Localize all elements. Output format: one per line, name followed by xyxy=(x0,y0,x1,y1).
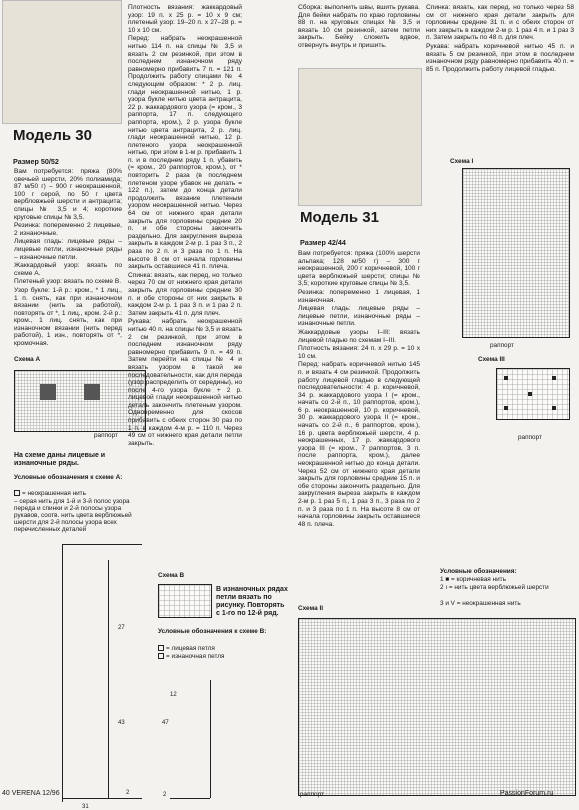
scheme-1-rapport: раппорт xyxy=(490,342,514,349)
scheme-b-title: Схема В xyxy=(158,572,185,579)
model31-back: Спинка: вязать, как перед, но только через 58 см от нижнего края детали закрыть для горловины средние 31 п. и с обеих сторон от них закрыть в каждом 2-м р. 1 раз 4 п. и 1 раз 3 п. Затем закрыть по 48 п. для плеч. xyxy=(426,4,574,42)
model30-braid: Плетеный узор: вязать по схеме В. xyxy=(14,278,122,286)
scheme-b-legend-2 xyxy=(158,653,224,660)
scheme-1-grid xyxy=(462,168,570,338)
scheme-2-grid xyxy=(298,618,576,796)
model31-materials: Вам потребуется: пряжа (100% шерсти альпака; 128 м/50 г) – 300 г неокрашенной, 200 г коричневой, 100 г цвета верблюжьей шерсти; спицы № 3,5; короткие круговые спицы № 3,5. xyxy=(298,250,420,288)
scheme-a-motif xyxy=(84,384,100,400)
scheme-1-title: Схема I xyxy=(450,158,474,165)
scheme-a-grid xyxy=(14,370,146,432)
pattern-num: 27 xyxy=(118,625,125,631)
sweater-illustration-31 xyxy=(298,68,422,206)
model30-assembly: Сборка: выполнить швы, вшить рукава. Для бейки набрать по краю горловины 88 п. на круговых спицах № 3,5 и вязать 10 см резинкой, затем петли закрыть. Бейку сложить вдвое, отвернуть внутрь и пришить. xyxy=(298,4,420,49)
scheme-2-title: Схема II xyxy=(298,605,324,612)
scheme-3-motif xyxy=(504,406,508,410)
pattern-num: 2 xyxy=(126,790,130,796)
pattern-line xyxy=(170,798,210,799)
model31-column4 xyxy=(426,4,574,134)
scheme-a-title: Схема А xyxy=(14,356,41,363)
model31-jacquard: Жаккардовые узоры I–III: вязать лицевой гладью по схемам I–III. xyxy=(298,328,420,344)
scheme-a-legend-2: – серая нить для 1-й и 3-й полос узора переда и спинки и 2-й полосы узора рукавов, соотв. нить цвета верблюжьей шерсти для 2-й полосы узора всех перечисленных деталей xyxy=(14,498,132,533)
dash-cell-icon xyxy=(158,653,164,659)
model30-sleeves: Рукава: набрать неокрашенной нитью 40 п. на спицы № 3,5 и вязать 2 см резинкой, при этом в последнем изнаночном ряду равномерно прибавить 9 п. = 49 п. Затем перейти на спицы № 4 и вязать узором в такой же последовательности, как для переда (узор распределить от середины), но после 4-го узора букле + 2 р. лицевой глади неокрашенной нитью деталь закончить плетеным узором. Одновременно для скосов прибавить с обеих сторон 30 раз по 1 п. в каждом 4-м р. = 110 п. Через 49 см от нижнего края детали петли закрыть. xyxy=(128,318,242,447)
scheme-b-grid xyxy=(158,584,212,618)
legend-title: Условные обозначения: xyxy=(440,568,517,575)
model31-front: Перед: набрать коричневой нитью 145 п. и вязать 4 см резинкой. Продолжить работу лицевой гладью в следующей последовательности: 4 р. коричневой, 34 р. жаккардового узора I (= кром., начать со 2-й п., 10 раппортов, кром.), 6 р. неокрашенной, 10 р. коричневой, 30 р. жаккардового узора II (= кром., начать со 2-й п., 6 раппортов, кром.), 16 р. цвета верблюжьей шерсти, 4 р. неокрашенных, 17 р. жаккардового узора III (= кром., 7 раппортов, 3 п. после раппорта, кром.), далее неокрашенной нитью до конца детали. Через 52 см от нижнего края детали закрыть для горловины средние 15 п. и обе стороны закончить раздельно. Для закругления выреза закрыть в каждом 2-м р. 1 раз 5 п., 1 раз 3 п., 3 раза по 2 п. и 3 раза по 1 п. На высоте 8 см от начала горловины закрыть оставшиеся 48 п. плеча. xyxy=(298,361,420,528)
pattern-line xyxy=(108,560,109,798)
model31-size: Размер 42/44 xyxy=(300,238,346,247)
model30-stockinette: Лицевая гладь: лицевые ряды – лицевые петли, изнаночные ряды – изнаночные петли. xyxy=(14,238,122,261)
model30-jacquard: Жаккардовый узор: вязать по схеме А. xyxy=(14,262,122,277)
model31-title: Модель 31 xyxy=(300,209,379,226)
model31-gauge: Плотность вязания: 24 п. х 29 р. = 10 х 10 см. xyxy=(298,345,420,360)
model31-stockinette: Лицевая гладь: лицевые ряды – лицевые петли, изнаночные ряды – изнаночные петли. xyxy=(298,305,420,328)
legend-text: = изнаночная петля xyxy=(166,653,225,660)
model30-column3 xyxy=(298,4,420,64)
legend-text: = неокрашенная нить xyxy=(22,490,86,497)
pattern-num: 2 xyxy=(163,792,167,798)
scheme-3-motif xyxy=(552,406,556,410)
scheme-a-rapport: раппорт xyxy=(94,432,118,439)
scheme-3-rapport: раппорт xyxy=(518,434,542,441)
scheme-2-rapport: раппорт xyxy=(300,791,324,798)
model31-sleeves: Рукава: набрать коричневой нитью 45 п. и вязать 5 см резинкой, при этом в последнем изнаночном ряду равномерно прибавить 40 п. = 85 п. Продолжить работу лицевой гладью. xyxy=(426,42,574,73)
scheme-3-motif xyxy=(504,376,508,380)
legend-item-1: 1 ■ = коричневая нить xyxy=(440,576,506,583)
model30-gauge: Плотность вязания: жаккардовый узор: 19 п. х 25 р. = 10 х 9 см; плетеный узор: 19–20 п. х 27–28 р. = 10 х 10 см. xyxy=(128,4,242,34)
pattern-num: 31 xyxy=(82,804,89,810)
scheme-3-motif xyxy=(552,376,556,380)
pattern-num: 47 xyxy=(162,720,169,726)
model30-column2 xyxy=(128,4,242,562)
model30-title: Модель 30 xyxy=(13,127,92,144)
model30-rib: Резинка: попеременно 2 лицевые, 2 изнаночные. xyxy=(14,222,122,237)
scheme-a-note: На схеме даны лицевые и изнаночные ряды. xyxy=(14,452,106,467)
model30-size: Размер 50/52 xyxy=(13,157,59,166)
scheme-b-note: В изнаночных рядах петли вязать по рисунку. Повторять с 1-го по 12-й ряд. xyxy=(216,586,288,617)
model30-back: Спинка: вязать, как перед, но только через 70 см от нижнего края детали закрыть для горловины средние 30 п. и обе стороны от них закрыть в каждом 2-м р. 1 раз 3 п. и 1 раз 2 п. Затем закрыть 41 п. для плеч. xyxy=(128,271,242,317)
pattern-num: 12 xyxy=(170,692,177,698)
model30-front: Перед: набрать неокрашенной нитью 114 п. на спицы № 3,5 и вязать 2 см резинкой, при этом в последнем изнаночном ряду равномерно прибавить 7 п. = 121 п. Продолжить работу спицами № 4 следующим образом: * 2 р. лиц. глади неокрашенной нитью, 1 р. узора букле нитью цвета антрацита, 22 р. жаккардового узора (= кром., 3 раппорта, 17 п. следующего раппорта, кром.), 2 р. узора букле нитью цвета антрацита, 2 р. лиц. глади неокрашенной нитью, 12 р. плетеного узора неокрашенной нитью, при этом в 1-м р. прибавить 1 п. и в последнем ряду 1 п. убавить (= кром., 20 раппортов, кром.), от * повторить 2 раза (в последнем плетеном узоре убавок не делать = 122 п.), затем до конца детали продолжить вязание плетеным узором неокрашенной нитью. Через 64 см от нижнего края детали закрыть для горловины средние 20 п. и обе стороны закончить раздельно. Для закругления выреза закрыть в каждом 2-м р. 1 раз 3 п., 2 раза по 2 п. и 3 раза по 1 п. На высоте 8 см от начала горловины закрыть оставшиеся 41 п. плеча. xyxy=(128,35,242,271)
model31-rib: Резинка: попеременно 1 лицевая, 1 изнаночная. xyxy=(298,288,420,304)
sweater-illustration-30 xyxy=(2,0,122,124)
pattern-line xyxy=(62,798,142,799)
scheme-a-legend-title: Условные обозначения к схеме А: xyxy=(14,474,123,481)
scheme-b-legend-title: Условные обозначения к схеме В: xyxy=(158,628,267,635)
page-footer: 40 VERENA 12/96 xyxy=(2,790,60,797)
empty-cell-icon xyxy=(158,645,164,651)
scheme-b-legend-1 xyxy=(158,645,215,652)
model30-materials: Вам потребуется: пряжа (80% овечьей шерсти, 20% полиамида; 87 м/50 г) – 900 г неокрашенной, 100 г серой, по 50 г цвета вербловжьей шерсти и антрацита; спицы № 3,5 и 4; короткие круговые спицы № 3,5. xyxy=(14,168,122,221)
pattern-line xyxy=(210,680,211,798)
legend-item-2: 2 ı = нить цвета верблюжьей шерсти xyxy=(440,584,549,591)
scheme-3-motif xyxy=(528,392,532,396)
scheme-3-title: Схема III xyxy=(478,356,505,363)
model31-column3 xyxy=(298,250,420,642)
scheme-a-motif xyxy=(40,384,56,400)
model30-boucle: Узор букле: 1-й р.: кром., * 1 лиц., 1 п. снять, как при изнаночном вязании (нить за работой), повторять от *, 1 лиц., кром. 2-й р.: кром., 1 лиц. снять, как при изнаночном вязании (нить перед работой), 1 изн., повторять от *, кромочная. xyxy=(14,286,122,348)
pattern-num: 43 xyxy=(118,720,125,726)
pattern-line xyxy=(62,544,63,802)
legend-item-3: 3 и V = неокрашенная нить xyxy=(440,600,521,607)
empty-cell-icon xyxy=(14,490,20,496)
watermark: PassionForum.ru xyxy=(500,790,554,797)
legend-text: = лицевая петля xyxy=(166,645,215,652)
scheme-a-legend-1 xyxy=(14,490,144,497)
